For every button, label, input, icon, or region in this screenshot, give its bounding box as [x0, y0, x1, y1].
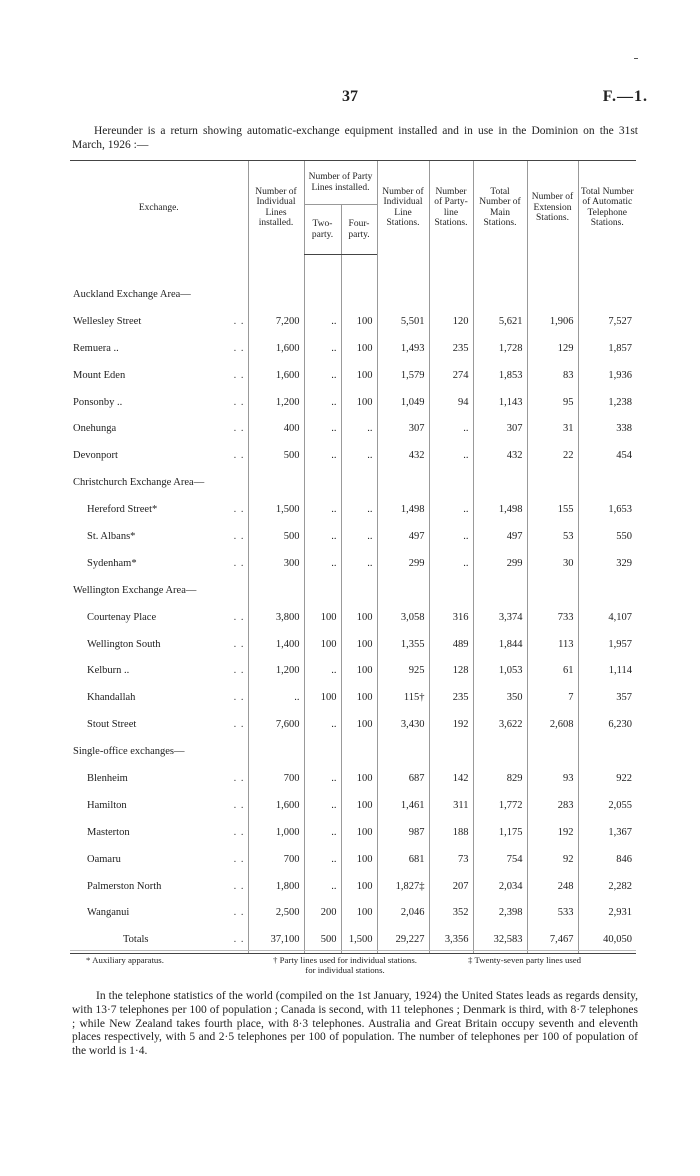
- area-row-wellington: [70, 577, 636, 604]
- intro-text: Hereunder is a return showing automatic-exchange equipment installed and in use in the Dominion on the 31st March, 1926 :—: [72, 125, 638, 151]
- exchange-name: . . Courtenay Place: [87, 611, 245, 623]
- exchange-name: . . Masterton: [87, 826, 245, 838]
- table-row: . . Khandallah .. 100 100 115† 235 350 7 357: [70, 684, 636, 711]
- table-row: . . Sydenham* 300 .. .. 299 .. 299 30 329: [70, 550, 636, 577]
- table-row: . . Courtenay Place 3,800 100 100 3,058 316 3,374 733 4,107: [70, 604, 636, 631]
- area-row-single-office: [70, 738, 636, 765]
- exchange-name: . . Stout Street: [87, 719, 245, 731]
- intro-paragraph: [72, 124, 638, 152]
- exchange-name: . . Remuera ..: [73, 342, 245, 354]
- document-reference: F.—1.: [602, 88, 648, 105]
- exchange-name: . . Ponsonby ..: [73, 396, 245, 408]
- table-row: . . Blenheim 700 .. 100 687 142 829 93 922: [70, 765, 636, 792]
- exchange-name: . . Wellesley Street: [73, 315, 245, 327]
- spacer-row: [70, 255, 636, 282]
- statistics-text: In the telephone statistics of the world (compiled on the 1st January, 1924) the United States leads as regards density, with 13·7 telephones per 100 of population ; Canada is second, with 11 telephones ; Denmark is third, with 8·7 telephones ; while New Zealand takes fourth place, with 8·3 telephones. Australia and Great Britain occupy seventh and eleventh places respectively, with 5 and 2·5 telephones per 100 of population. The number of telephones per 100 of population of the world is 1·4.: [72, 990, 638, 1058]
- totals-label: . . Totals: [70, 926, 248, 953]
- table-row: . . Ponsonby .. 1,200 .. 100 1,049 94 1,143 95 1,238: [70, 389, 636, 416]
- exchange-name: . . Onehunga: [73, 423, 245, 435]
- exchange-name: . . Sydenham*: [87, 557, 245, 569]
- exchange-name: . . Palmerston North: [87, 880, 245, 892]
- footnotes: [70, 950, 636, 975]
- table-row: . . Devonport 500 .. .. 432 .. 432 22 454: [70, 442, 636, 469]
- header-party-line-stations: Number of Party-line Stations.: [429, 161, 473, 255]
- footnote-dagger: † Party lines used for individual stations. for individual stations.: [273, 955, 417, 975]
- table-row: . . St. Albans* 500 .. .. 497 .. 497 53 550: [70, 523, 636, 550]
- page-number: 37: [342, 88, 358, 105]
- table-row: . . Hamilton 1,600 .. 100 1,461 311 1,772 283 2,055: [70, 792, 636, 819]
- header-two-party: Two-party.: [304, 205, 341, 255]
- exchange-name: . . Oamaru: [87, 853, 245, 865]
- table-row: . . Remuera .. 1,600 .. 100 1,493 235 1,728 129 1,857: [70, 335, 636, 362]
- header-total-telephone: Total Number of Automatic Telephone Stations.: [578, 161, 636, 255]
- area-label: Single-office exchanges—: [73, 746, 185, 758]
- header-individual-stations: Number of Individual Line Stations.: [377, 161, 429, 255]
- exchange-name: . . Mount Eden: [73, 369, 245, 381]
- exchange-name: . . Blenheim: [87, 772, 245, 784]
- exchange-name: . . Hamilton: [87, 799, 245, 811]
- table-row: . . Palmerston North 1,800 .. 100 1,827‡ 207 2,034 248 2,282: [70, 873, 636, 900]
- exchange-name: . . Devonport: [73, 450, 245, 462]
- page-mark: [634, 58, 638, 59]
- exchange-name: . . Wellington South: [87, 638, 245, 650]
- header-individual-lines: Number of Individual Lines installed.: [248, 161, 304, 255]
- footnote-star: * Auxiliary apparatus.: [86, 955, 164, 965]
- header-four-party: Four-party.: [341, 205, 377, 255]
- table-row: . . Mount Eden 1,600 .. 100 1,579 274 1,853 83 1,936: [70, 362, 636, 389]
- exchange-name: . . Khandallah: [87, 692, 245, 704]
- header-main-stations: Total Number of Main Stations.: [473, 161, 527, 255]
- table-row: . . Onehunga 400 .. .. 307 .. 307 31 338: [70, 415, 636, 442]
- area-label: Wellington Exchange Area—: [73, 584, 197, 596]
- table-row: . . Masterton 1,000 .. 100 987 188 1,175 192 1,367: [70, 819, 636, 846]
- exchange-name: . . St. Albans*: [87, 530, 245, 542]
- header-extension-stations: Number of Extension Stations.: [527, 161, 578, 255]
- exchange-name: . . Hereford Street*: [87, 504, 245, 516]
- footnote-double-dagger: ‡ Twenty-seven party lines used: [468, 955, 582, 965]
- table-row: . . Wanganui 2,500 200 100 2,046 352 2,398 533 2,931: [70, 899, 636, 926]
- exchange-name: . . Kelburn ..: [87, 665, 245, 677]
- totals-row: . . Totals 37,100 500 1,500 29,227 3,356 32,583 7,467 40,050: [70, 926, 636, 953]
- area-label: Christchurch Exchange Area—: [73, 477, 205, 489]
- table-row: . . Kelburn .. 1,200 .. 100 925 128 1,053 61 1,114: [70, 657, 636, 684]
- table-row: . . Stout Street 7,600 .. 100 3,430 192 3,622 2,608 6,230: [70, 711, 636, 738]
- area-row-auckland: [70, 281, 636, 308]
- exchange-name: . . Wanganui: [87, 907, 245, 919]
- area-label: Auckland Exchange Area—: [73, 288, 191, 300]
- header-party-lines: Number of Party Lines installed.: [304, 161, 377, 205]
- table-row: . . Wellington South 1,400 100 100 1,355 489 1,844 113 1,957: [70, 631, 636, 658]
- table-row: . . Hereford Street* 1,500 .. .. 1,498 .. 1,498 155 1,653: [70, 496, 636, 523]
- header-exchange: Exchange.: [70, 161, 248, 255]
- area-row-christchurch: [70, 469, 636, 496]
- table-row: . . Oamaru 700 .. 100 681 73 754 92 846: [70, 846, 636, 873]
- exchange-equipment-table: [70, 160, 636, 954]
- table-row: . . Wellesley Street 7,200 .. 100 5,501 120 5,621 1,906 7,527: [70, 308, 636, 335]
- statistics-paragraph: [72, 990, 638, 1059]
